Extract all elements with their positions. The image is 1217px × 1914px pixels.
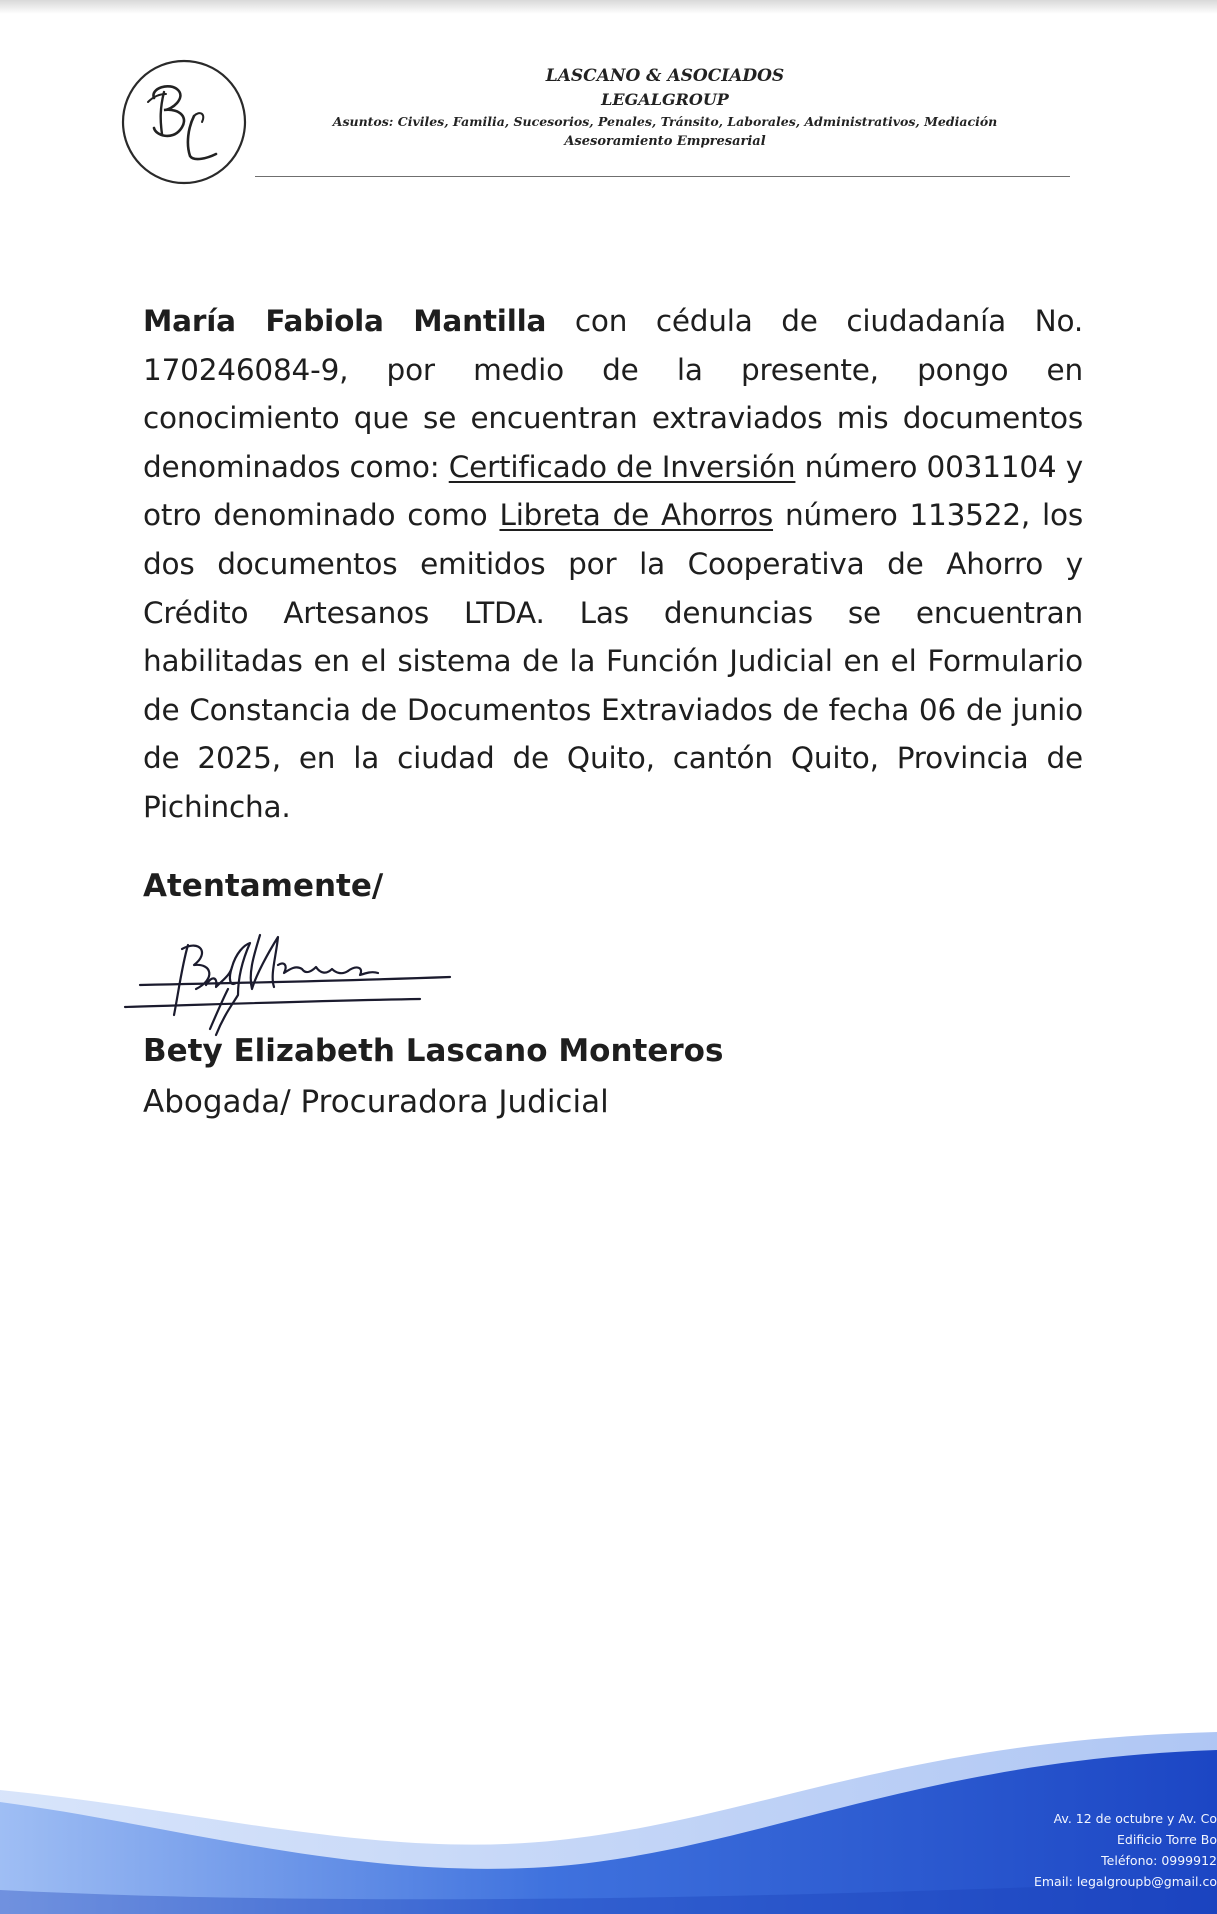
declarant-name: María Fabiola Mantilla [143, 304, 547, 338]
practice-areas: Asuntos: Civiles, Familia, Sucesorios, Penales, Tránsito, Laborales, Administrativos, Mediación [332, 114, 998, 129]
firm-logo [120, 58, 248, 186]
handwritten-signature [120, 905, 460, 1045]
footer-phone: Teléfono: 0999912 [1101, 1853, 1217, 1868]
advisory-line: Asesoramiento Empresarial [564, 134, 766, 149]
body-text-part-1: con cédula de ciudadanía No. 170246084-9, por medio de la presente, pongo en conocimiento que se encuentran extraviados mis documentos denominados como: [143, 304, 1083, 484]
signer-name: Bety Elizabeth Lascano Monteros [143, 1033, 724, 1069]
footer-address: Av. 12 de octubre y Av. Co [1053, 1811, 1217, 1826]
closing-salutation: Atentamente/ [143, 868, 384, 904]
scan-edge-shadow [0, 0, 1217, 14]
letterhead [260, 64, 1070, 152]
declaration-paragraph [143, 297, 1083, 832]
body-text-part-2: número 0031104 y otro denominado como [143, 449, 1083, 533]
letterhead-divider [255, 176, 1070, 177]
footer-contact-info [1000, 1808, 1217, 1892]
firm-name: LASCANO & ASOCIADOS [545, 66, 785, 86]
document-1-name: Certificado de Inversión [448, 449, 796, 484]
body-text-part-3: número 113522, los dos documentos emitidos por la Cooperativa de Ahorro y Crédito Artesanos LTDA. Las denuncias se encuentran habilitadas en el sistema de la Función Judicial en el Formulario de Constancia de Documentos Extraviados de fecha 06 de junio de 2025, en la ciudad de Quito, cantón Quito, Provincia de Pichincha. [143, 498, 1083, 824]
document-2-name: Libreta de Ahorros [499, 498, 774, 533]
footer-email: Email: legalgroupb@gmail.co [1033, 1874, 1217, 1889]
signer-role: Abogada/ Procuradora Judicial [143, 1084, 609, 1120]
group-name: LEGALGROUP [601, 90, 729, 109]
footer-building: Edificio Torre Bo [1117, 1832, 1217, 1847]
